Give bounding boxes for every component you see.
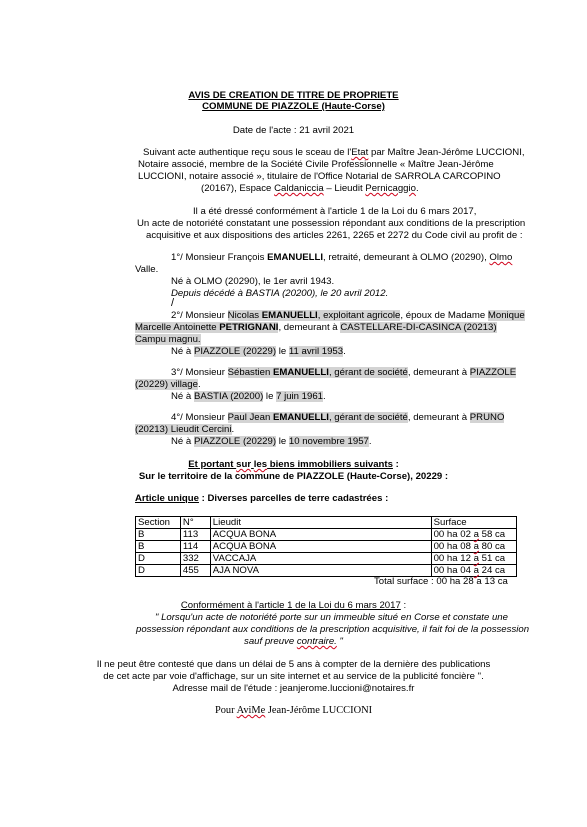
cell-surface: 00 ha 12 a 51 ca <box>431 553 516 565</box>
signature: Pour AviMe Jean-Jérôme LUCCIONI <box>214 705 373 716</box>
law-quote-line-2: possession répondant aux conditions de la prescription acquisitive, il fait foi de la possession <box>136 624 530 635</box>
document-subtitle: COMMUNE DE PIAZZOLE (Haute-Corse) <box>202 101 385 112</box>
person-2-line-2: Marcelle Antoinette PETRIGNANI, demeurant à CASTELLARE-DI-CASINCA (20213) <box>135 322 497 333</box>
person-4-line-1: 4°/ Monsieur Paul Jean EMANUELLI, gérant de société, demeurant à PRUNO <box>171 412 505 423</box>
property-heading: Et portant sur les biens immobiliers suivants : <box>188 459 399 470</box>
cell-section: B <box>136 529 181 541</box>
statement-line-3: acquisitive et aux dispositions des articles 2261, 2265 et 2272 du Code civil au profit de : <box>146 230 523 241</box>
cursor-mark: / <box>171 297 175 309</box>
cell-lieudit: AJA NOVA <box>210 565 431 577</box>
intro-line-2: Notaire associé, membre de la Société Civile Professionnelle « Maître Jean-Jérôme <box>138 159 494 170</box>
article-heading: Article unique : Diverses parcelles de terre cadastrées : <box>135 493 389 504</box>
cell-section: B <box>136 541 181 553</box>
cell-lieudit: ACQUA BONA <box>210 541 431 553</box>
cell-section: D <box>136 565 181 577</box>
col-header-surface: Surface <box>431 517 516 529</box>
cell-lieudit: VACCAJA <box>210 553 431 565</box>
act-date: Date de l'acte : 21 avril 2021 <box>232 125 355 136</box>
cell-surface: 00 ha 08 a 80 ca <box>431 541 516 553</box>
cell-number: 113 <box>180 529 210 541</box>
document-title: AVIS DE CREATION DE TITRE DE PROPRIETE <box>188 90 399 101</box>
cell-surface: 00 ha 02 a 58 ca <box>431 529 516 541</box>
table-row <box>136 565 517 577</box>
parcels-table <box>135 516 517 577</box>
person-1-line-2: Valle. <box>135 264 159 275</box>
cell-number: 114 <box>180 541 210 553</box>
notice-line-1: Il ne peut être contesté que dans un délai de 5 ans à compter de la dernière des publications <box>96 659 491 670</box>
intro-line-3: LUCCIONI, notaire associé », titulaire de l'Office Notarial de SARROLA CARCOPINO <box>138 171 501 182</box>
person-4-line-2: (20213) Lieudit Cercini. <box>135 424 235 435</box>
notice-line-2: de cet acte par voie d'affichage, sur un site internet et au service de la publicité foncière ". <box>103 671 484 682</box>
col-header-lieudit: Lieudit <box>210 517 431 529</box>
person-3-line-1: 3°/ Monsieur Sébastien EMANUELLI, gérant de société, demeurant à PIAZZOLE <box>171 367 517 378</box>
person-1-line-1: 1°/ Monsieur François EMANUELLI, retraité, demeurant à OLMO (20290), Olmo <box>171 252 513 263</box>
cell-number: 455 <box>180 565 210 577</box>
table-header-row <box>136 517 517 529</box>
person-3-birth: Né à BASTIA (20200) le 7 juin 1961. <box>171 391 326 402</box>
law-quote-line-1: " Lorsqu'un acte de notoriété porte sur un immeuble situé en Corse et constate une <box>155 612 508 623</box>
intro-line-1: Suivant acte authentique reçu sous le sceau de l'Etat par Maître Jean-Jérôme LUCCIONI, <box>143 147 525 158</box>
intro-line-4: (20167), Espace Caldaniccia – Lieudit Pernicaggio. <box>201 183 419 194</box>
person-4-birth: Né à PIAZZOLE (20229) le 10 novembre 1957. <box>171 436 372 447</box>
person-2-line-1: 2°/ Monsieur Nicolas EMANUELLI, exploitant agricole, époux de Madame Monique <box>171 310 525 321</box>
cell-section: D <box>136 553 181 565</box>
col-header-number: N° <box>180 517 210 529</box>
table-row <box>136 553 517 565</box>
cell-number: 332 <box>180 553 210 565</box>
cell-surface: 00 ha 04 a 24 ca <box>431 565 516 577</box>
law-quote-line-3: sauf preuve contraire. " <box>244 636 343 647</box>
total-surface: Total surface : 00 ha 28 a 13 ca <box>374 576 508 587</box>
table-row <box>136 541 517 553</box>
col-header-section: Section <box>136 517 181 529</box>
table-row <box>136 529 517 541</box>
statement-line-1: Il a été dressé conformément à l'article 1 de la Loi du 6 mars 2017, <box>193 206 477 217</box>
person-2-line-3: Campu magnu. <box>135 334 201 345</box>
statement-line-2: Un acte de notoriété constatant une possession répondant aux conditions de la prescription <box>137 218 526 229</box>
person-2-birth: Né à PIAZZOLE (20229) le 11 avril 1953. <box>171 346 346 357</box>
law-heading: Conformément à l'article 1 de la Loi du 6 mars 2017 : <box>180 600 407 611</box>
property-territory: Sur le territoire de la commune de PIAZZOLE (Haute-Corse), 20229 : <box>138 471 449 482</box>
notice-email: Adresse mail de l'étude : jeanjerome.luccioni@notaires.fr <box>172 683 415 694</box>
person-3-line-2: (20229) village. <box>135 379 201 390</box>
cell-lieudit: ACQUA BONA <box>210 529 431 541</box>
person-1-death: Depuis décédé à BASTIA (20200), le 20 avril 2012. <box>171 288 389 299</box>
person-1-birth: Né à OLMO (20290), le 1er avril 1943. <box>171 276 335 287</box>
